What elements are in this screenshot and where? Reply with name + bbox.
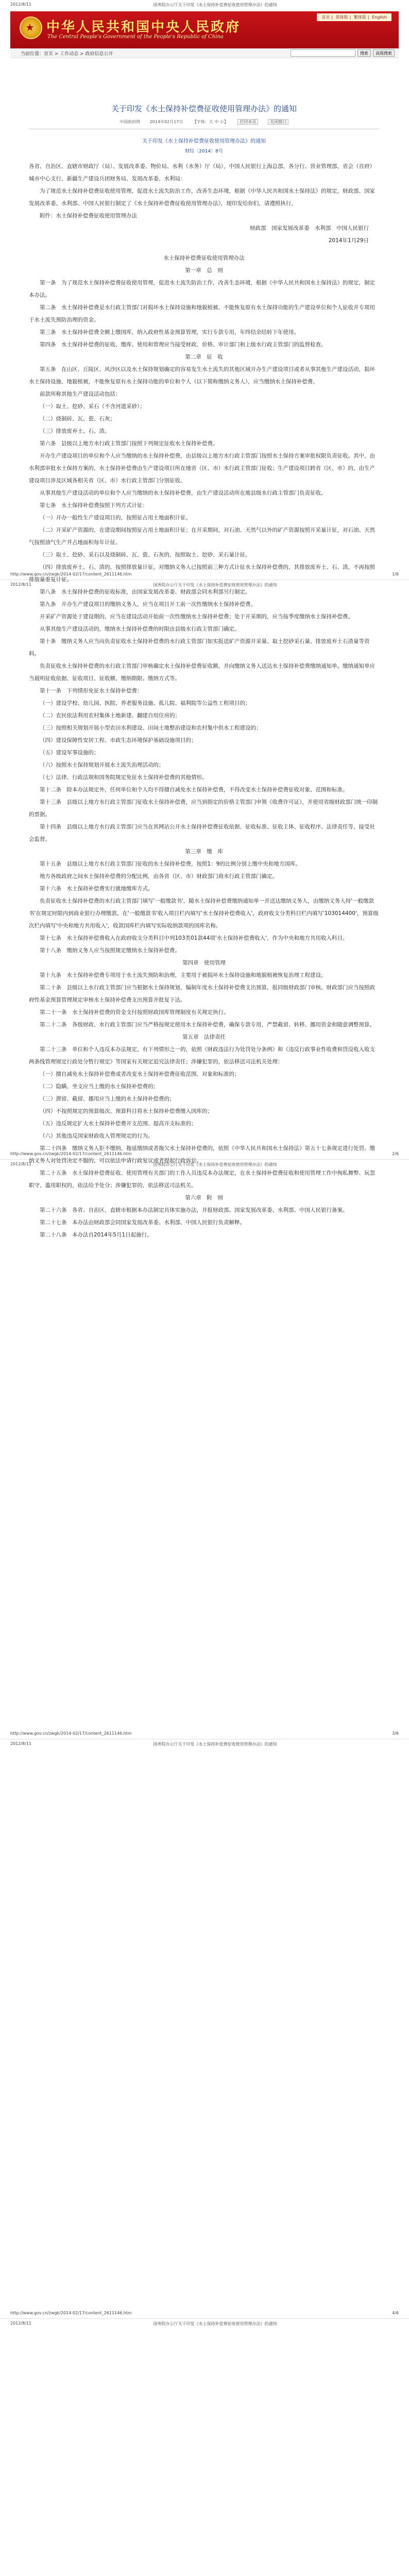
- article-paragraph: （二）烧制砖、瓦、瓷、石灰；: [40, 416, 115, 422]
- print-title: 国务院办公厅关于印发《水土保持补偿费征收使用管理办法》的通知: [153, 1742, 277, 1747]
- print-button[interactable]: 打印本页: [237, 119, 258, 125]
- print-footer: [10, 2311, 399, 2315]
- regulation-text: [29, 264, 379, 1241]
- topnav-english[interactable]: English: [372, 15, 387, 20]
- article-paragraph: 前款所称其他生产建设活动包括：: [40, 391, 121, 397]
- article-paragraph: 第二十四条 缴纳义务人拒不缴纳、拖延缴纳或者拖欠水土保持补偿费的，依照《中华人民共和国水土保持法》第五十七条规定进行处罚。缴纳义务人对处罚决定不服的，可以依法申请行政复议或者提起行政诉讼。: [29, 1145, 375, 1164]
- print-page: 3/6: [392, 1731, 399, 1736]
- intro-paragraph: 为了规范水土保持补偿费征收使用管理，促进水土流失防治工作，改善生态环境，根据《中华人民共和国水土保持法》的规定，财政部、国家发展改革委、水利部、中国人民银行制定了《水土保持补偿费征收使用管理办法》，现印发给你们，请遵照执行。: [29, 188, 375, 207]
- article-paragraph: （三）取土、挖砂、采石以及烧制砖、瓦、瓷、石灰的，按照取土、挖砂、采石量计征。: [40, 552, 251, 558]
- chapter-heading: 第三章 缴 库: [185, 849, 223, 855]
- site-banner: [10, 11, 399, 48]
- print-date: 2012/8/11: [10, 2321, 32, 2326]
- article-paragraph: 负责征收水土保持补偿费的水行政主管部门审核确定水土保持补偿费征收额，并向缴纳义务人送达水土保持补偿费缴纳通知单。缴纳通知单应当载明征收依据、征收项目、征收额、缴纳期限、缴纳方式等。: [29, 663, 375, 682]
- article-paragraph: 第十四条 县级以上地方水行政主管部门应当在其网站公开水土保持补偿费征收依据、征收标准、征收主体、征收程序、法律责任等，接受社会监督。: [29, 824, 375, 842]
- attachment-line: 附件：水土保持补偿费征收使用管理办法: [40, 213, 137, 219]
- advanced-search-button[interactable]: 高级搜索: [373, 49, 395, 57]
- print-page: 4/6: [392, 2311, 399, 2315]
- article-paragraph: 第十九条 水土保持补偿费专项用于水土流失预防和治理，主要用于被损坏水土保持设施和地貌植被恢复治理工程建设。: [40, 972, 327, 978]
- close-window-button[interactable]: 关闭窗口: [268, 119, 288, 125]
- article-paragraph: 第十六条 水土保持补偿费实行就地缴库方式。: [40, 886, 154, 892]
- search-input[interactable]: [291, 49, 355, 57]
- article-paragraph: （一）开办一般性生产建设项目的，按照征占用土地面积计征。: [40, 515, 191, 521]
- print-url: http://www.gov.cn/zwgk/2014-02/17/content_2611146.htm: [10, 1731, 132, 1736]
- article-paragraph: （一）建设学校、幼儿园、医院、养老服务设施、孤儿院、福利院等公益性工程项目的；: [40, 700, 251, 706]
- article-paragraph: 第五条 在山区、丘陵区、风沙区以及水土保持规划确定的容易发生水土流失的其他区域开办生产建设项目或者从事其他生产建设活动，损坏水土保持设施、地貌植被，不能恢复原有水土保持功能的单位和个人（以下简称缴纳义务人），应当缴纳水土保持补偿费。: [29, 366, 375, 385]
- article-paragraph: （三）滞留、截留、挪用应当上缴的水土保持补偿费的；: [40, 1096, 175, 1102]
- chapter-heading: 第四章 使用管理: [182, 960, 226, 966]
- site-title: 中华人民共和国中央人民政府: [46, 20, 241, 35]
- chapter-heading: 第六章 附 则: [185, 1195, 223, 1201]
- article-paragraph: 第十一条 下列情形免征水土保持补偿费：: [40, 688, 143, 694]
- article-paragraph: 第二十八条 本办法自2014年5月1日起施行。: [40, 1232, 152, 1238]
- article-paragraph: 地方各级政府之间水土保持补偿费的分配比例，由各省（区、市）财政部门商水行政主管部门确定。: [40, 873, 278, 879]
- article-paragraph: 第二十条 县级以上水行政主管部门应当根据水土保持规划，编制年度水土保持补偿费支出预算，报同级财政部门审核。财政部门应当按照政府性基金预算管理规定审核水土保持补偿费支出预算并批复下达。: [29, 985, 375, 1003]
- search-button[interactable]: 搜索: [357, 49, 371, 57]
- font-size-control[interactable]: 【字体：大 中 小】: [192, 120, 228, 124]
- article-paragraph: （一）取土、挖砂、采石（不含河道采砂）；: [40, 403, 145, 410]
- article-paragraph: 第一条 为了规范水土保持补偿费征收使用管理，促进水土流失防治工作，改善生态环境，根据《中华人民共和国水土保持法》的规定，制定本办法。: [29, 280, 375, 298]
- print-title: 国务院办公厅关于印发《水土保持补偿费征收使用管理办法》的通知: [153, 1162, 277, 1167]
- article-paragraph: （三）按照相关规划开展小型农田水利建设、田间土地整治建设和农村集中供水工程建设的；: [40, 725, 262, 731]
- article-paragraph: 第二十三条 单位和个人违反本办法规定，有下列情形之一的，依照《财政违法行为处罚处分条例》和《违反行政事业性收费和罚没收入收支两条线管理规定行政处分暂行规定》等国家有关规定追究法律责任；涉嫌犯罪的，依法移送司法机关处理：: [29, 1046, 375, 1065]
- site-title-en: The Central People's Government of the People's Republic of China: [47, 34, 224, 40]
- article-paragraph: 第二十六条 各省、自治区、直辖市根据本办法制定具体实施办法，并报财政部、国家发展改革委、水利部、中国人民银行备案。: [40, 1207, 348, 1213]
- article-paragraph: （二）隐瞒、坐支应当上缴的水土保持补偿费的；: [40, 1083, 159, 1090]
- article-paragraph: 第三条 水土保持补偿费全额上缴国库，纳入政府性基金预算管理，实行专款专用，年终结余结转下年使用。: [40, 329, 299, 335]
- chapter-heading: 第二章 征 收: [185, 354, 223, 360]
- chapter-heading: 第一章 总 则: [185, 267, 223, 274]
- article-paragraph: （一）擅自减免水土保持补偿费或者改变水土保持补偿费征收范围、对象和标准的；: [40, 1071, 240, 1077]
- article-date: 2014年02月17日: [149, 120, 183, 124]
- article-paragraph: 第十三条 县级以上地方水行政主管部门征收水土保持补偿费，应当到指定的价格主管部门申领《收费许可证》，并使用省级财政部门统一印制的票据。: [29, 799, 378, 818]
- print-date: 2012/8/11: [10, 1741, 32, 1746]
- notice-title: 关于印发《水土保持补偿费征收使用管理办法》的通知: [142, 139, 266, 144]
- article-paragraph: （四）不按照规定的预算级次、预算科目将水土保持补偿费缴入国库的；: [40, 1108, 213, 1114]
- print-title: 国务院办公厅关于印发《水土保持补偿费征收使用管理办法》的通知: [153, 3, 277, 7]
- article-paragraph: 第四条 水土保持补偿费的征收、缴库、使用和管理应当接受财政、价格、审计部门和上级水行政主管部门的监督检查。: [40, 342, 327, 348]
- article-paragraph: （五）违反规定扩大水土保持补偿费开支范围、提高开支标准的；: [40, 1121, 197, 1127]
- article-paragraph: （二）开采矿产资源的，在建设期间按照征占用土地面积计征；在开采期间，对石油、天然气以外的矿产资源按照开采量计征，对石油、天然气按照油气生产井占地面积每年计征。: [29, 527, 375, 546]
- article-paragraph: 第六条 县级以上地方水行政主管部门按照下列规定征收水土保持补偿费。: [40, 440, 218, 447]
- article-paragraph: （五）建设军事设施的；: [40, 750, 99, 756]
- article-paragraph: （六）按照水土保持规划开展水土流失治理活动的；: [40, 762, 164, 768]
- sign-date: 2014年1月29日: [328, 238, 369, 244]
- print-page: 1/6: [392, 572, 399, 577]
- article-meta: [29, 119, 379, 125]
- article-paragraph: 第八条 水土保持补偿费的征收标准，由国家发展改革委、财政部会同水利部另行制定。: [40, 589, 251, 595]
- print-header: [10, 2, 399, 8]
- article-source: 中国政府网: [120, 120, 140, 124]
- article-paragraph: 第二十七条 本办法由财政部会同国家发展改革委、水利部、中国人民银行负责解释。: [40, 1219, 245, 1226]
- article-title: 关于印发《水土保持补偿费征收使用管理办法》的通知: [111, 104, 297, 113]
- article: [29, 57, 379, 1241]
- national-emblem-icon: ★: [20, 16, 42, 39]
- article-paragraph: 第七条 水土保持补偿费按照下列方式计征：: [40, 502, 148, 509]
- print-footer: [10, 1731, 399, 1736]
- article-paragraph: 负责征收水土保持补偿费的水行政主管部门填写'一般缴款书'，随水土保持补偿费缴纳通知单一并送达缴纳义务人，由缴纳义务人持'一般缴款书'在规定时限内到商业银行办理缴款。在'一般缴款书'收入项目栏内填写'水土保持补偿费收入'，政府收支分类科目栏内填写'103014400'，预算级次栏内填写'中央和地方共用收入'，收款国库栏内填写实际收纳款项的国库名称。: [29, 898, 379, 929]
- article-paragraph: （七）法律、行政法规和国务院规定免征水土保持补偿费的其他情形。: [40, 774, 208, 781]
- article-paragraph: 从事其他生产建设活动的单位和个人应当缴纳的水土保持补偿费，由生产建设活动所在地县级水行政主管部门负责征收。: [40, 490, 327, 496]
- article-paragraph: 开办生产建设项目的单位和个人应当缴纳的水土保持补偿费，由县级以上地方水行政主管部门按照水土保持方案审批权限负责征收。其中，由水利部审批水土保持方案的，水土保持补偿费由生产建设项目所在地省（区、市）水行政主管部门征收；生产建设项目跨省（区、市）的，由生产建设项目涉及区域各相关省（区、市）水行政主管部门分别征收。: [29, 453, 375, 484]
- print-date: 2012/8/11: [10, 582, 32, 587]
- top-nav: 首页 | 简体版 | 繁体版 | English: [317, 13, 391, 21]
- article-paragraph: （四）排放废弃土、石、渣的，按照排放量计征。对缴纳义务人已按照前三种方式计征水土保持补偿费的，其排放废弃土、石、渣，不再按照排放量重复计征。: [29, 564, 375, 583]
- print-title: 国务院办公厅关于印发《水土保持补偿费征收使用管理办法》的通知: [153, 583, 277, 587]
- print-header: [10, 1741, 399, 1747]
- salutation: 各省、自治区、直辖市财政厅（局）、发展改革委、物价局、水利（水务）厅（局），中国人民银行上海总部，各分行、营业管理部，省会（首府）城市中心支行，新疆生产建设兵团财务局、发展改革委、水利局：: [29, 163, 375, 182]
- article-paragraph: 第二十一条 水土保持补偿费的资金支付按照财政国库管理制度有关规定执行。: [40, 1009, 229, 1015]
- article-paragraph: 第十八条 缴纳义务人应当按照规定缴纳水土保持补偿费。: [40, 947, 180, 954]
- article-paragraph: 第十五条 县级以上地方水行政主管部门征收的水土保持补偿费，按照1：9的比例分别上缴中央和地方国库。: [40, 861, 301, 867]
- article-paragraph: 第二十二条 各级财政、水行政主管部门应当严格按规定使用水土保持补偿费，确保专款专用，严禁截留、转移、挪用资金和随意调整预算。: [40, 1022, 375, 1028]
- article-paragraph: 第十二条 除本办法规定外，任何单位和个人均不得擅自减免水土保持补偿费，不得改变水土保持补偿费征收对象、范围和标准。: [40, 787, 348, 793]
- article-paragraph: 第十条 缴纳义务人应当向负责征收水土保持补偿费的水行政主管部门如实报送矿产资源开采量、取土挖砂采石量、排放废弃土石渣量等资料。: [29, 638, 370, 657]
- article-paragraph: 第九条 开办生产建设项目的缴纳义务人，应当在项目开工前一次性缴纳水土保持补偿费。: [40, 601, 256, 607]
- print-url: http://www.gov.cn/zwgk/2014-02/17/content_2611146.htm: [10, 572, 132, 577]
- topnav-simplified[interactable]: 简体版: [335, 15, 348, 20]
- print-title: 国务院办公厅关于印发《水土保持补偿费征收使用管理办法》的通知: [153, 2321, 277, 2326]
- article-paragraph: 从事其他生产建设活动的，缴纳水土保持补偿费的时限由县级水行政主管部门确定。: [40, 626, 240, 632]
- page-break: [0, 2318, 409, 2319]
- document-number: 财综〔2014〕8号: [185, 149, 223, 154]
- article-paragraph: （二）农民依法利用农村集体土地新建、翻建自用住房的；: [40, 713, 180, 719]
- article-paragraph: （四）建设保障性安居工程、市政生态环境保护基础设施项目的；: [40, 737, 197, 743]
- topnav-home[interactable]: 首页: [321, 15, 330, 20]
- print-page: 2/6: [392, 1151, 399, 1156]
- article-paragraph: 第十七条 水土保持补偿费收入在政府收支分类科目中列103类01款44项'水土保持补偿费收入'，作为中央和地方共用收入科目。: [40, 935, 348, 941]
- regulation-title: 水土保持补偿费征收使用管理办法: [163, 255, 245, 261]
- article-body: [29, 160, 379, 1241]
- signers: 财政部 国家发展改革委 水利部 中国人民银行: [250, 225, 369, 231]
- print-header: [10, 2321, 399, 2327]
- print-url: http://www.gov.cn/zwgk/2014-02/17/content_2611146.htm: [10, 2311, 132, 2315]
- article-paragraph: （六）其他违反国家财政收入管理规定的行为。: [40, 1133, 154, 1139]
- print-date: 2012/8/11: [10, 2, 32, 7]
- article-paragraph: （三）排放废弃土、石、渣。: [40, 428, 110, 434]
- topnav-traditional[interactable]: 繁体版: [353, 15, 366, 20]
- article-paragraph: 第二条 水土保持补偿费是水行政主管部门对损坏水土保持设施和地貌植被、不能恢复原有水土保持功能的生产建设单位和个人征收并专项用于水土流失预防治理的资金。: [29, 304, 375, 323]
- print-url: http://www.gov.cn/zwgk/2014-02/17/content_2611146.htm: [10, 1151, 132, 1156]
- article-paragraph: 开采矿产资源处于建设期的，应当在建设活动开始前一次性缴纳水土保持补偿费；处于开采期的，应当按季度缴纳水土保持补偿费。: [40, 614, 353, 620]
- article-paragraph: 第二十五条 水土保持补偿费征收、使用管理有关部门的工作人员违反本办法规定，在水土保持补偿费征收和使用管理工作中徇私舞弊、玩忽职守、滥用职权的，依法给予处分；涉嫌犯罪的，依法移送司法机关。: [29, 1170, 375, 1189]
- search-area: [291, 49, 399, 57]
- print-date: 2012/8/11: [10, 1162, 32, 1166]
- chapter-heading: 第五章 法律责任: [182, 1034, 226, 1040]
- breadcrumb[interactable]: 当前位置：首页 > 工作动态 > 政府信息公开: [21, 51, 113, 57]
